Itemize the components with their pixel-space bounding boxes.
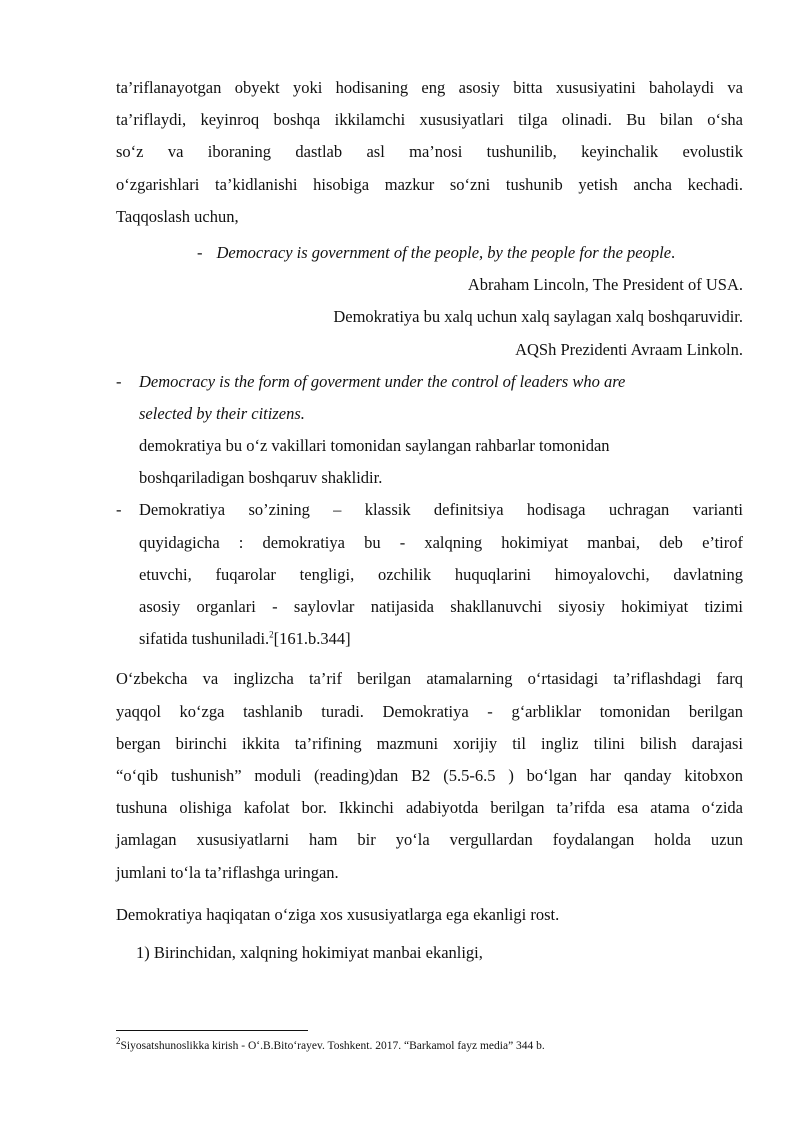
- text-line: O‘zbekcha va inglizcha ta’rif berilgan atamalarning o‘rtasidagi ta’riflashdagi farq: [116, 669, 743, 689]
- list-dash: -: [116, 371, 122, 391]
- quote-english: Democracy is government of the people, by the people for the people: [216, 242, 672, 262]
- list-number: 1): [136, 942, 150, 962]
- text-line: o‘zgarishlari ta’kidlanishi hisobiga mazkur so‘zni tushunib yetish ancha kechadi.: [116, 174, 743, 194]
- text-line: Taqqoslash uchun,: [116, 206, 239, 226]
- text-line: [139, 623, 743, 655]
- citation: [161.b.344]: [273, 629, 351, 649]
- quote-translation: boshqariladigan boshqaruv shaklidir.: [139, 468, 383, 488]
- quote-translation: demokratiya bu o‘z vakillari tomonidan saylangan rahbarlar tomonidan: [139, 436, 610, 456]
- quote-english: Democracy is the form of goverment under the control of leaders who are: [139, 371, 626, 391]
- text-span: sifatida tushuniladi.: [139, 629, 270, 649]
- text-line: Demokratiya so’zining – klassik definitsiya hodisaga uchragan varianti: [139, 500, 743, 520]
- text-line: tushuna olishiga kafolat bor. Ikkinchi adabiyotda berilgan ta’rifda esa atama o‘zida: [116, 798, 743, 818]
- footnote-divider: [116, 1030, 308, 1031]
- quote-author-en: Abraham Lincoln, The President of USA.: [467, 275, 743, 295]
- text-line: “o‘qib tushunish” moduli (reading)dan B2 (5.5-6.5 ) bo‘lgan har qanday kitobxon: [116, 765, 743, 785]
- document-page: [116, 72, 743, 969]
- text-line: quyidagicha : demokratiya bu - xalqning hokimiyat manbai, deb e’tirof: [139, 532, 743, 552]
- text-line: so‘z va iboraning dastlab asl ma’nosi tushunilib, keyinchalik evolustik: [116, 142, 743, 162]
- footnote-text: Siyosatshunoslikka kirish - O‘.B.Bito‘rayev. Toshkent. 2017. “Barkamol fayz media” 344 b.: [120, 1040, 545, 1052]
- comparison-paragraph: [116, 663, 743, 888]
- list-dash: -: [197, 242, 203, 262]
- text-line: jumlani to‘la ta’riflashga uringan.: [116, 862, 339, 882]
- text-line: jamlagan xususiyatlarni ham bir yo‘la vergullardan foydalangan holda uzun: [116, 830, 743, 850]
- quote-author-uz: AQSh Prezidenti Avraam Linkoln.: [515, 339, 743, 359]
- list-dash: -: [116, 500, 122, 520]
- statement-paragraph: Demokratiya haqiqatan o‘ziga xos xususiyatlarga ega ekanligi rost.: [116, 904, 560, 924]
- list-item-text: Birinchidan, xalqning hokimiyat manbai ekanligi,: [153, 942, 483, 962]
- footnote: [116, 1036, 545, 1052]
- text-line: bergan birinchi ikkita ta’rifining mazmuni xorijiy til ingliz tilini bilish darajasi: [116, 733, 743, 753]
- text-line: etuvchi, fuqarolar tengligi, ozchilik huquqlarini himoyalovchi, davlatning: [139, 564, 743, 584]
- numbered-list-item: [116, 937, 743, 969]
- text-line: ta’riflaydi, keyinroq boshqa ikkilamchi xususiyatlari tilga olinadi. Bu bilan o‘sha: [116, 110, 743, 130]
- quote-definition-3: [116, 494, 743, 655]
- footnote-mark: 2: [116, 1036, 121, 1047]
- quote-translation: Demokratiya bu xalq uchun xalq saylagan xalq boshqaruvidir.: [333, 307, 743, 327]
- quote-period: .: [671, 242, 676, 262]
- quote-lincoln: [116, 237, 743, 366]
- quote-lincoln-line: [116, 237, 743, 269]
- quote-english: selected by their citizens.: [139, 403, 305, 423]
- footnote-reference[interactable]: 2: [269, 629, 274, 640]
- text-line: asosiy organlari - saylovlar natijasida shakllanuvchi siyosiy hokimiyat tizimi: [139, 597, 743, 616]
- quote-definition-2: [116, 366, 743, 495]
- text-line: yaqqol ko‘zga tashlanib turadi. Demokratiya - g‘arbliklar tomonidan berilgan: [116, 701, 743, 721]
- text-line: ta’riflanayotgan obyekt yoki hodisaning eng asosiy bitta xususiyatini baholaydi va: [116, 78, 743, 97]
- intro-paragraph: [116, 72, 743, 233]
